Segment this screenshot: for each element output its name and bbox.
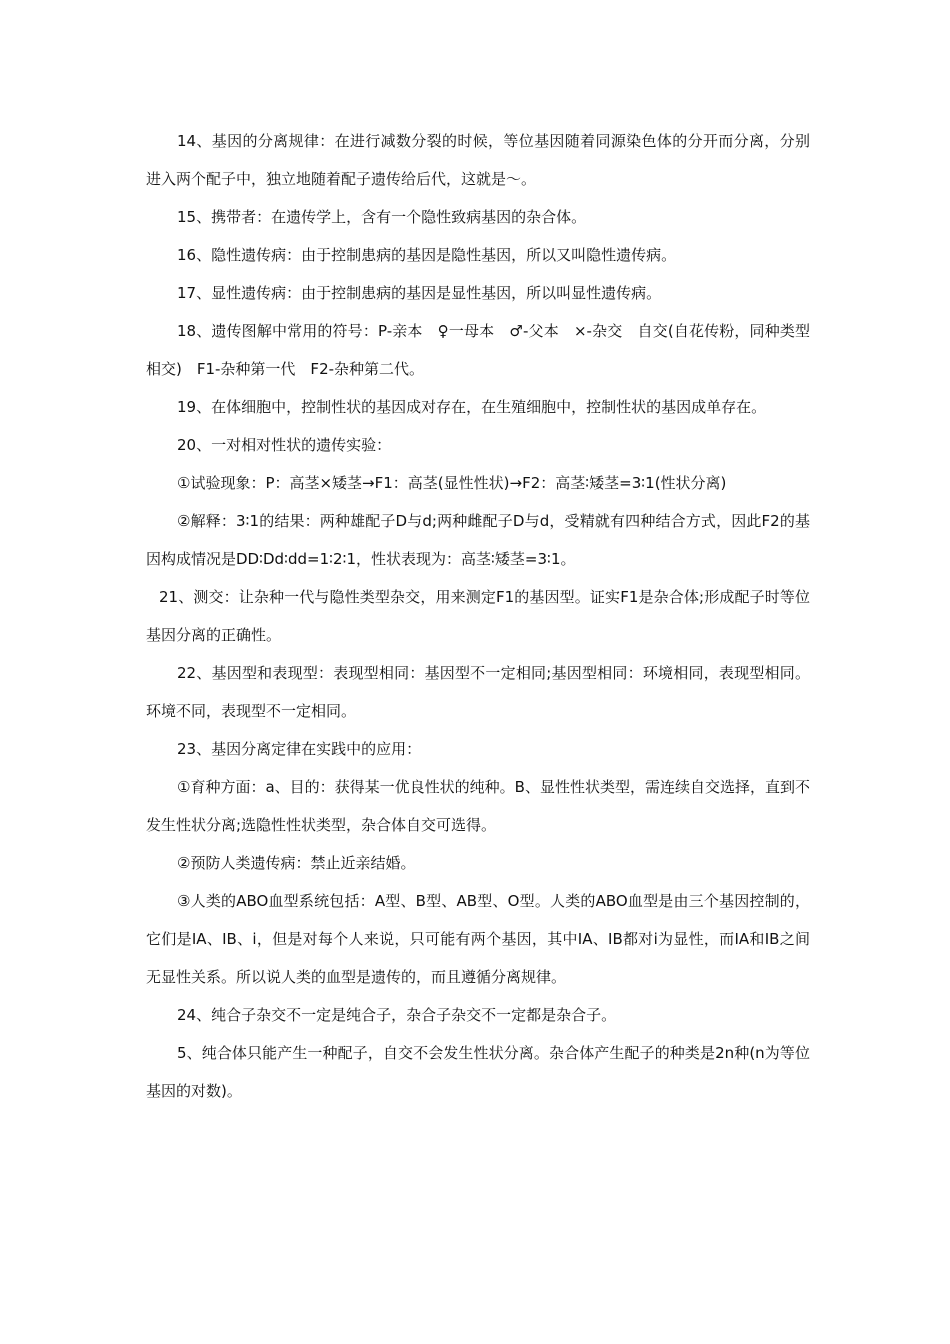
paragraph-23-heading: 23、基因分离定律在实践中的应用： bbox=[177, 740, 422, 758]
paragraph-20-heading: 20、一对相对性状的遗传实验： bbox=[177, 436, 392, 454]
paragraph-18-genetic-symbols: 18、遗传图解中常用的符号：P-亲本 ♀一母本 ♂-父本 ×-杂交 自交(自花传粉，同种类型相交) F1-杂种第一代 F2-杂种第二代。 bbox=[146, 322, 810, 378]
paragraph-16-recessive-disease: 16、隐性遗传病：由于控制患病的基因是隐性基因，所以又叫隐性遗传病。 bbox=[177, 246, 677, 264]
paragraph-15-carrier: 15、携带者：在遗传学上，含有一个隐性致病基因的杂合体。 bbox=[177, 208, 587, 226]
paragraph-21-test-cross: 21、测交：让杂种一代与隐性类型杂交，用来测定F1的基因型。证实F1是杂合体;形成配子时等位基因分离的正确性。 bbox=[146, 588, 810, 644]
paragraph-22-genotype-phenotype: 22、基因型和表现型：表现型相同：基因型不一定相同;基因型相同：环境相同，表现型相同。环境不同，表现型不一定相同。 bbox=[146, 664, 810, 720]
paragraph-5-gamete-types: 5、纯合体只能产生一种配子，自交不会发生性状分离。杂合体产生配子的种类是2n种(n为等位基因的对数)。 bbox=[146, 1044, 810, 1100]
paragraph-19-gene-pairs: 19、在体细胞中，控制性状的基因成对存在，在生殖细胞中，控制性状的基因成单存在。 bbox=[177, 398, 767, 416]
paragraph-20-experiment-phenomenon: ①试验现象：P：高茎×矮茎→F1：高茎(显性性状)→F2：高茎∶矮茎=3∶1(性状分离) bbox=[177, 474, 727, 492]
paragraph-24-hybrid-cross: 24、纯合子杂交不一定是纯合子，杂合子杂交不一定都是杂合子。 bbox=[177, 1006, 617, 1024]
paragraph-23-prevention: ②预防人类遗传病：禁止近亲结婚。 bbox=[177, 854, 416, 872]
document-body bbox=[146, 122, 810, 1110]
paragraph-20-explanation: ②解释：3∶1的结果：两种雄配子D与d;两种雌配子D与d，受精就有四种结合方式，因此F2的基因构成情况是DD∶Dd∶dd=1∶2∶1，性状表现为：高茎∶矮茎=3∶1。 bbox=[146, 512, 810, 568]
paragraph-23-abo-blood-type: ③人类的ABO血型系统包括：A型、B型、AB型、O型。人类的ABO血型是由三个基因控制的，它们是IA、IB、i，但是对每个人来说，只可能有两个基因，其中IA、IB都对i为显性，而IA和IB之间无显性关系。所以说人类的血型是遗传的，而且遵循分离规律。 bbox=[146, 892, 810, 986]
paragraph-14-gene-segregation-law: 14、基因的分离规律：在进行减数分裂的时候，等位基因随着同源染色体的分开而分离，分别进入两个配子中，独立地随着配子遗传给后代，这就是～。 bbox=[146, 132, 810, 188]
paragraph-23-breeding: ①育种方面：a、目的：获得某一优良性状的纯种。B、显性性状类型，需连续自交选择，直到不发生性状分离;选隐性性状类型，杂合体自交可选得。 bbox=[146, 778, 810, 834]
paragraph-17-dominant-disease: 17、显性遗传病：由于控制患病的基因是显性基因，所以叫显性遗传病。 bbox=[177, 284, 662, 302]
